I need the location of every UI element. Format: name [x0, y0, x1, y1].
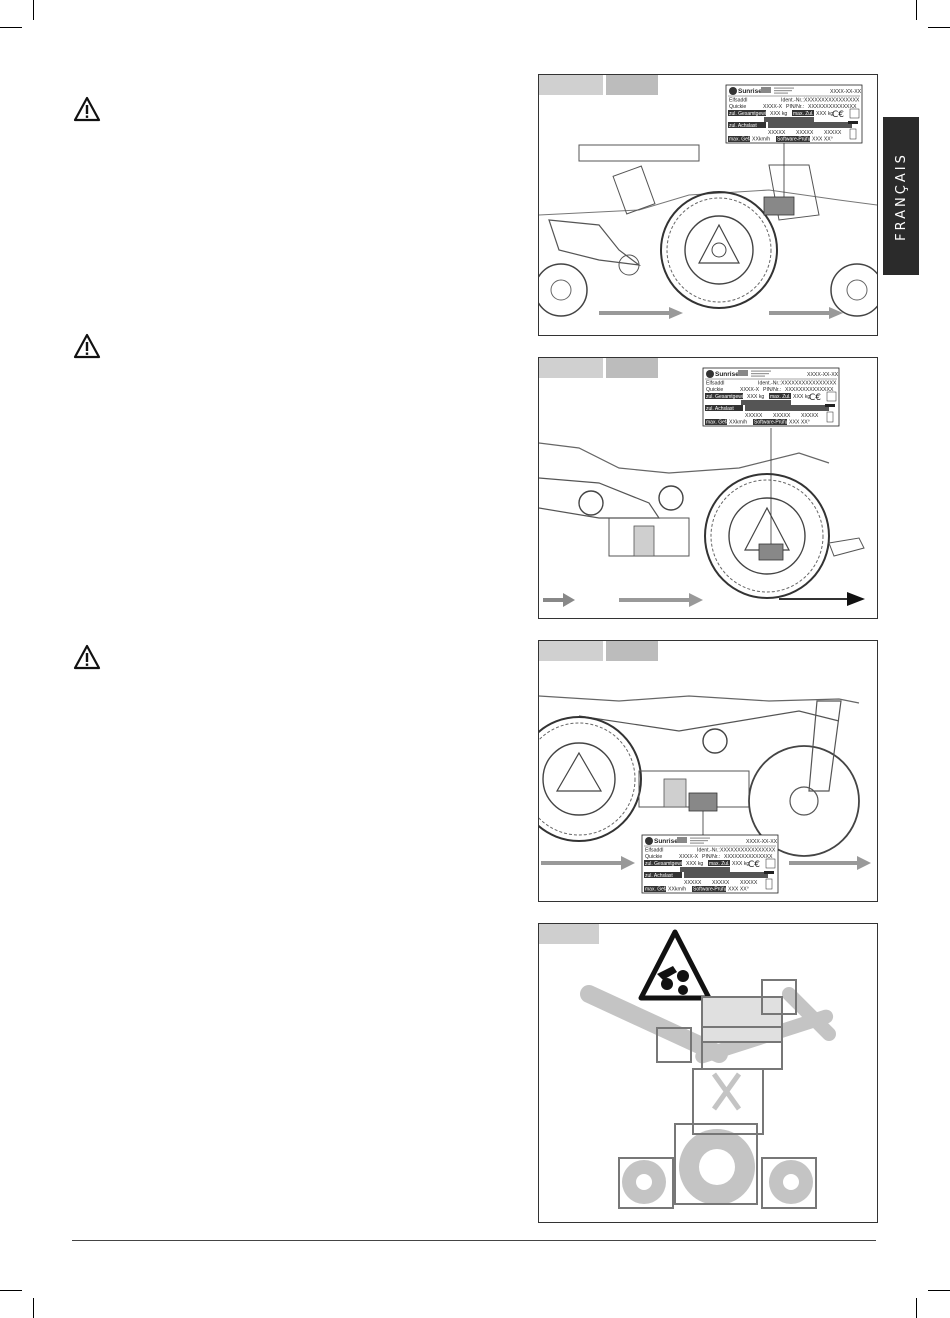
- crop-mark: [0, 1290, 22, 1291]
- warning-icon: [73, 96, 101, 122]
- crop-mark: [916, 1298, 917, 1318]
- figure-1: [538, 74, 878, 336]
- crop-mark: [0, 27, 22, 28]
- figure-4: [538, 923, 878, 1223]
- footer-rule: [72, 1240, 876, 1241]
- warning-icon: [73, 644, 101, 670]
- crop-mark: [33, 1298, 34, 1318]
- crop-mark: [928, 1290, 950, 1291]
- figure-2: [538, 357, 878, 619]
- crop-mark: [928, 27, 950, 28]
- crop-mark: [33, 0, 34, 20]
- crop-mark: [916, 0, 917, 20]
- pinch-hazard-icon: [641, 932, 709, 998]
- language-tab: [883, 117, 919, 275]
- figure-3: [538, 640, 878, 902]
- language-tab-label: FRANÇAIS: [893, 151, 909, 241]
- warning-icon: [73, 333, 101, 359]
